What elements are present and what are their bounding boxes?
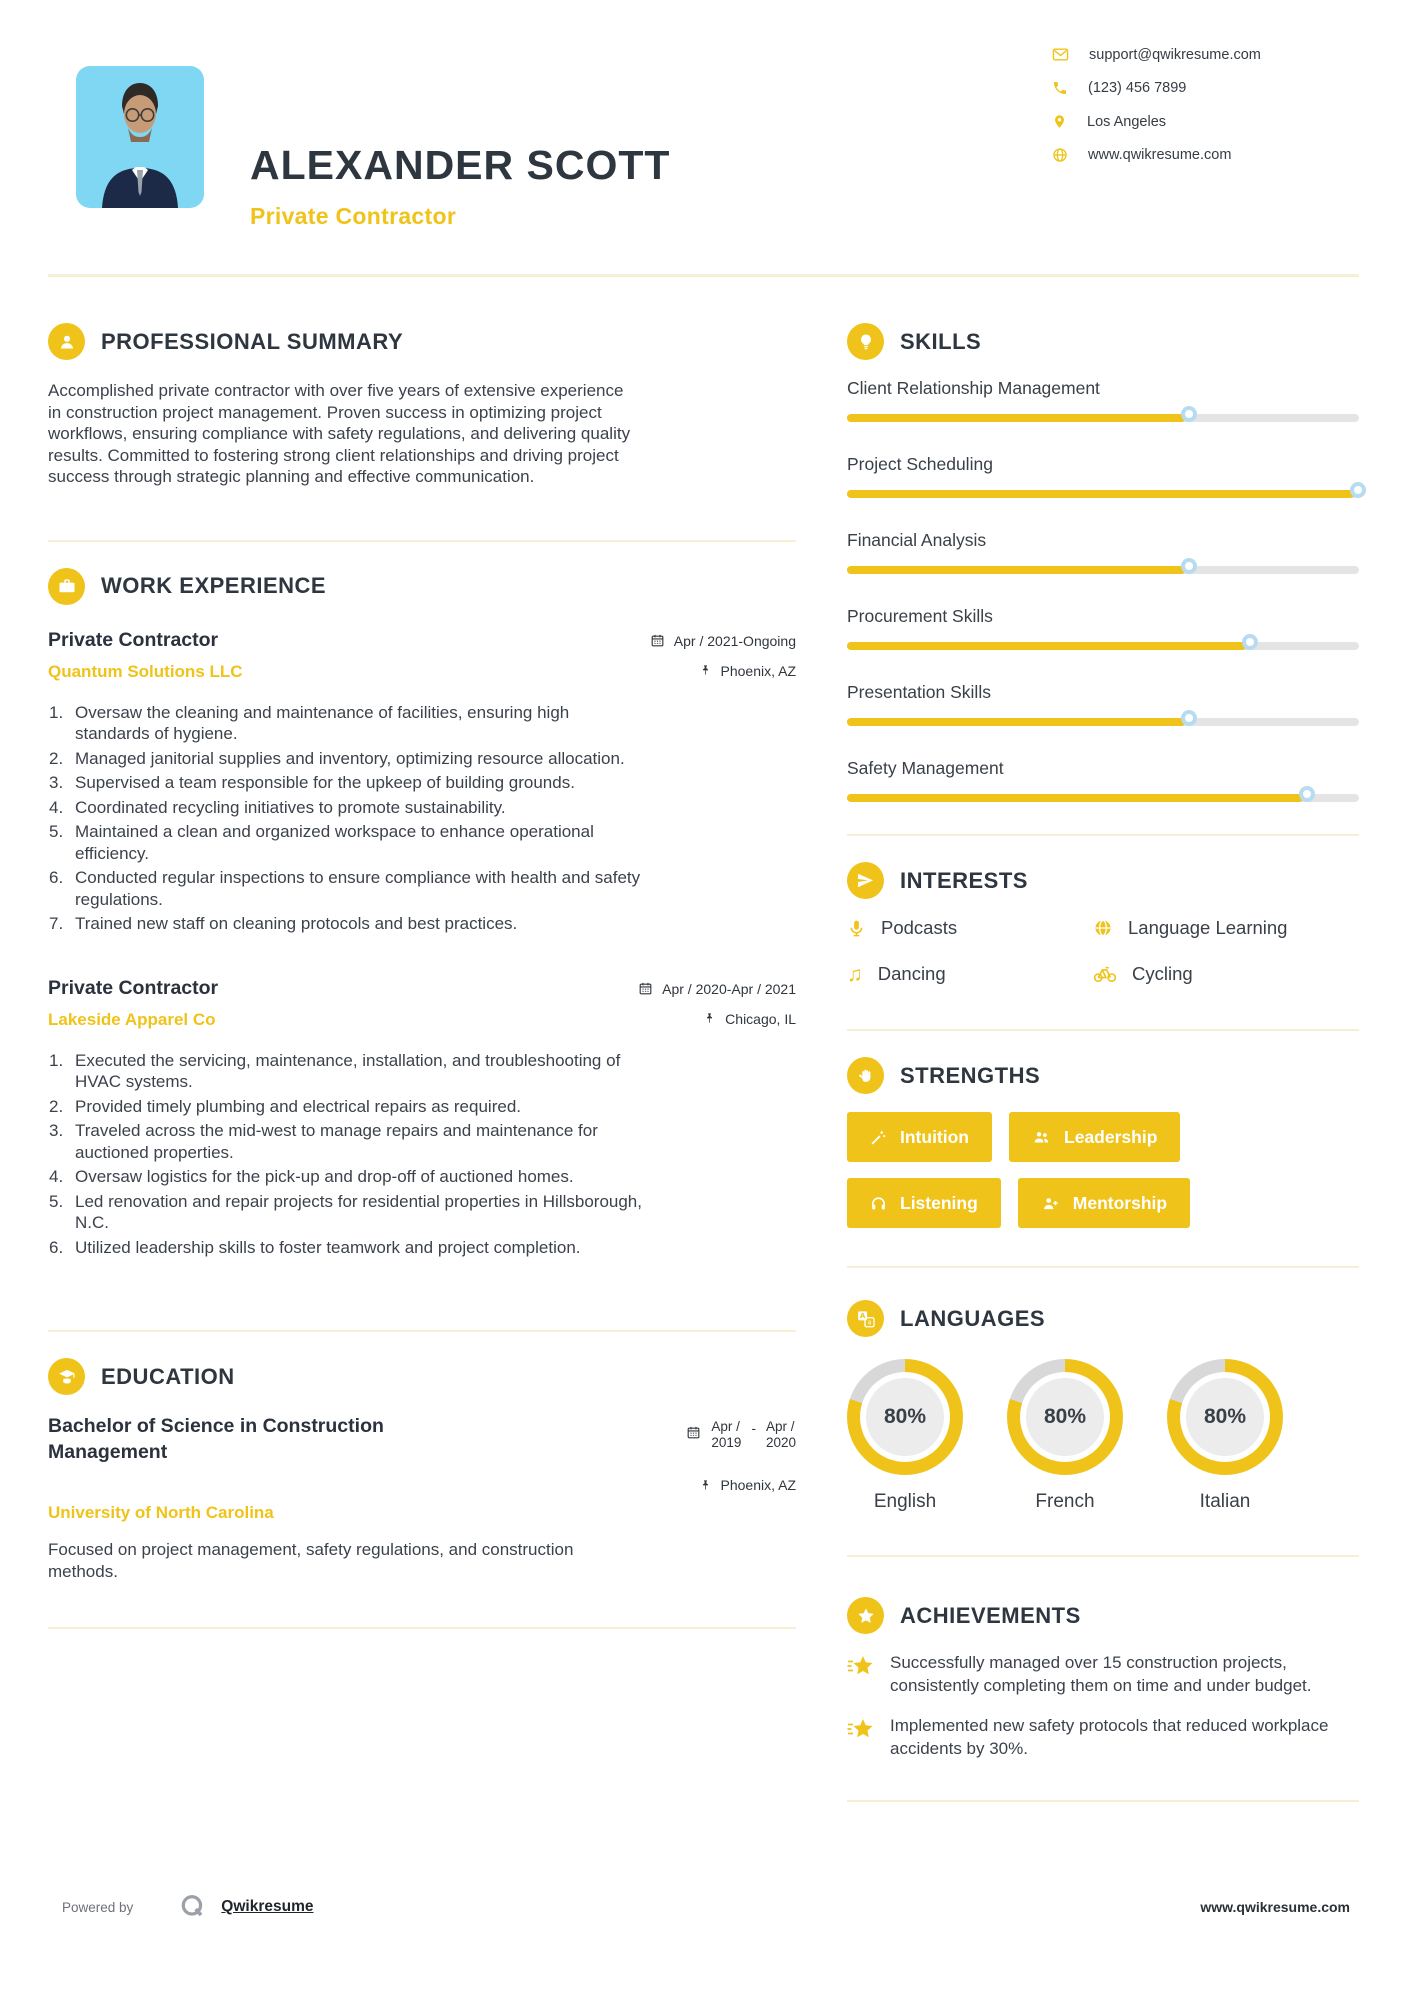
- skill-slider: [847, 794, 1359, 802]
- language-item: [1007, 1359, 1123, 1513]
- job-location: [703, 1011, 796, 1027]
- interests-list: [847, 917, 1359, 985]
- right-column: [847, 277, 1359, 1802]
- divider: [847, 1555, 1359, 1557]
- date-separator: -: [751, 1421, 756, 1436]
- email-icon: [1052, 46, 1069, 63]
- calendar-icon: [686, 1425, 701, 1440]
- achievement-text: Implemented new safety protocols that reduced workplace accidents by 30%.: [890, 1716, 1329, 1758]
- strength-label: Listening: [900, 1192, 978, 1213]
- strength-badge: [1009, 1112, 1180, 1162]
- divider: [847, 834, 1359, 836]
- job-date-text: Apr / 2021-Ongoing: [673, 632, 796, 649]
- job-entry: [48, 629, 796, 935]
- skill-name: Procurement Skills: [847, 606, 993, 626]
- education-description: Focused on project management, safety regulations, and construction methods.: [48, 1540, 574, 1581]
- education-location: [699, 1477, 797, 1493]
- strength-badge: [847, 1112, 992, 1162]
- strength-label: Mentorship: [1072, 1192, 1168, 1213]
- microphone-icon: [847, 918, 866, 939]
- skill-row: [847, 454, 1359, 498]
- divider: [847, 1800, 1359, 1802]
- languages-section-header: [847, 1300, 1359, 1337]
- qwikresume-link[interactable]: Qwikresume: [221, 1898, 314, 1915]
- skill-slider: [847, 718, 1359, 726]
- person-plus-icon: [1041, 1195, 1060, 1212]
- degree-title: Bachelor of Science in Construction Management: [48, 1415, 384, 1463]
- strength-badge: [847, 1178, 1001, 1228]
- job-location-text: Chicago, IL: [725, 1010, 796, 1027]
- left-column: [48, 277, 796, 1802]
- fist-icon: [847, 1057, 884, 1094]
- interest-item: [1093, 917, 1359, 939]
- strengths-section-header: [847, 1057, 1359, 1094]
- education-section-header: [48, 1358, 796, 1395]
- skill-name: Project Scheduling: [847, 454, 993, 474]
- header: [48, 0, 1359, 277]
- slider-handle: [1299, 786, 1315, 802]
- experience-heading: WORK EXPERIENCE: [101, 573, 327, 598]
- job-bullets: [48, 1050, 644, 1259]
- divider: [847, 1266, 1359, 1268]
- contact-website[interactable]: [1052, 147, 1261, 163]
- skill-slider: [847, 642, 1359, 650]
- music-note-icon: ♫: [847, 962, 863, 986]
- job-date: [650, 633, 796, 649]
- skills-section-header: [847, 323, 1359, 360]
- skill-name: Financial Analysis: [847, 530, 987, 550]
- svg-text:a: a: [866, 1318, 872, 1327]
- person-icon: [48, 323, 85, 360]
- skill-slider: [847, 490, 1359, 498]
- contact-email[interactable]: [1052, 46, 1261, 63]
- calendar-icon: [650, 633, 665, 648]
- candidate-title: Private Contractor: [250, 203, 457, 229]
- job-bullet: Traveled across the mid-west to manage repairs and maintenance for auctioned properties.: [75, 1121, 598, 1162]
- achievement-item: [847, 1652, 1359, 1697]
- slider-handle: [1181, 406, 1197, 422]
- job-date: [638, 981, 796, 997]
- job-bullet: Oversaw logistics for the pick-up and drop-off of auctioned homes.: [75, 1167, 574, 1186]
- job-bullet: Maintained a clean and organized workspace to enhance operational efficiency.: [75, 822, 594, 863]
- job-company: Lakeside Apparel Co: [48, 1009, 216, 1029]
- job-bullet: Conducted regular inspections to ensure compliance with health and safety regulations.: [75, 868, 641, 909]
- briefcase-icon: [48, 568, 85, 605]
- language-item: [847, 1359, 963, 1513]
- contact-list: [1052, 46, 1261, 163]
- pin-icon: [699, 663, 712, 678]
- divider: [48, 1627, 796, 1629]
- identity: [250, 142, 670, 230]
- phone-icon: [1052, 80, 1068, 96]
- person-portrait: [76, 66, 204, 208]
- language-percent: 80%: [866, 1378, 944, 1456]
- summary-text: Accomplished private contractor with over five years of extensive experience in construction project management. Proven success in optimizing project workflows, ensuring compliance with safety regulations, and delivering quality results. Committed to fostering strong client relationships and driving project success through strategic planning and effective communication.: [48, 381, 631, 486]
- candidate-name: ALEXANDER SCOTT: [250, 142, 671, 188]
- slider-handle: [1242, 634, 1258, 650]
- education-dates: [686, 1419, 796, 1451]
- language-name: Italian: [1199, 1491, 1251, 1512]
- job-bullet: Led renovation and repair projects for residential properties in Hillsborough, N.C.: [75, 1191, 642, 1232]
- interest-label: Language Learning: [1128, 917, 1288, 938]
- qwikresume-logo-icon: [179, 1893, 207, 1921]
- contact-location: [1052, 113, 1261, 130]
- slider-handle: [1181, 710, 1197, 726]
- contact-phone-text: (123) 456 7899: [1088, 80, 1187, 96]
- skill-row: [847, 530, 1359, 574]
- shooting-star-icon: [847, 1717, 875, 1743]
- interests-section-header: [847, 862, 1359, 899]
- pin-icon: [699, 1478, 712, 1493]
- headphones-icon: [870, 1195, 887, 1212]
- contact-location-text: Los Angeles: [1087, 113, 1167, 130]
- achievement-text: Successfully managed over 15 construction projects, consistently completing them on time and under budget.: [890, 1653, 1312, 1695]
- powered-by-text: Powered by: [62, 1899, 134, 1915]
- language-name: English: [873, 1491, 937, 1512]
- interest-label: Cycling: [1132, 963, 1193, 984]
- pin-icon: [703, 1011, 716, 1026]
- strengths-list: [847, 1112, 1267, 1228]
- language-percent: 80%: [1186, 1378, 1264, 1456]
- job-bullet: Supervised a team responsible for the upkeep of building grounds.: [75, 773, 575, 792]
- job-entry: [48, 977, 796, 1259]
- interests-heading: INTERESTS: [900, 867, 1028, 893]
- job-bullet: Managed janitorial supplies and inventory, optimizing resource allocation.: [75, 748, 625, 768]
- education-date-end-bottom: 2020: [765, 1435, 796, 1450]
- skill-row: [847, 378, 1359, 422]
- strengths-heading: STRENGTHS: [900, 1062, 1041, 1088]
- job-date-text: Apr / 2020-Apr / 2021: [662, 980, 796, 997]
- interest-item: [847, 963, 1093, 985]
- magic-wand-icon: [870, 1129, 887, 1146]
- paper-plane-icon: [847, 862, 884, 899]
- experience-section-header: [48, 568, 796, 605]
- contact-phone[interactable]: [1052, 80, 1261, 96]
- job-location-text: Phoenix, AZ: [720, 662, 796, 679]
- interest-label: Podcasts: [881, 917, 958, 938]
- skills-heading: SKILLS: [900, 328, 982, 354]
- language-name: French: [1035, 1491, 1095, 1512]
- footer: [62, 1893, 1350, 1921]
- achievements-section-header: [847, 1597, 1359, 1634]
- job-bullets: [48, 702, 644, 935]
- job-bullet: Coordinated recycling initiatives to promote sustainability.: [75, 797, 506, 817]
- skill-name: Safety Management: [847, 758, 1004, 778]
- bicycle-icon: [1093, 965, 1117, 983]
- location-icon: [1052, 113, 1067, 130]
- job-location: [699, 663, 797, 679]
- slider-handle: [1181, 558, 1197, 574]
- language-progress-ring: [1167, 1359, 1283, 1475]
- people-icon: [1032, 1129, 1051, 1146]
- profile-photo: [76, 66, 204, 208]
- skill-row: [847, 682, 1359, 726]
- achievement-item: [847, 1715, 1359, 1760]
- skill-row: [847, 606, 1359, 650]
- school-name: University of North Carolina: [48, 1503, 274, 1522]
- graduation-icon: [48, 1358, 85, 1395]
- job-bullet: Trained new staff on cleaning protocols and best practices.: [75, 914, 518, 933]
- strength-label: Intuition: [900, 1126, 970, 1147]
- divider: [847, 1029, 1359, 1031]
- language-percent: 80%: [1026, 1378, 1104, 1456]
- job-bullet: Utilized leadership skills to foster teamwork and project completion.: [75, 1237, 581, 1257]
- summary-heading: PROFESSIONAL SUMMARY: [101, 328, 404, 354]
- languages-list: [847, 1359, 1359, 1513]
- education-date-end-top: Apr /: [765, 1419, 795, 1434]
- job-bullet: Oversaw the cleaning and maintenance of facilities, ensuring high standards of hygiene.: [75, 702, 570, 743]
- job-title: Private Contractor: [48, 976, 219, 999]
- job-bullet: Executed the servicing, maintenance, installation, and troubleshooting of HVAC systems.: [75, 1050, 621, 1091]
- language-item: [1167, 1359, 1283, 1513]
- calendar-icon: [638, 981, 653, 996]
- education-heading: EDUCATION: [101, 1363, 235, 1389]
- shooting-star-icon: [847, 1654, 875, 1680]
- education-location-text: Phoenix, AZ: [720, 1477, 796, 1493]
- skill-name: Presentation Skills: [847, 682, 991, 702]
- skill-slider: [847, 566, 1359, 574]
- strength-label: Leadership: [1064, 1126, 1158, 1147]
- svg-text:A: A: [859, 1310, 865, 1320]
- star-icon: [847, 1597, 884, 1634]
- globe-icon: [1052, 147, 1068, 163]
- slider-handle: [1350, 482, 1366, 498]
- contact-website-text: www.qwikresume.com: [1088, 147, 1232, 163]
- interest-label: Dancing: [877, 963, 946, 984]
- job-company: Quantum Solutions LLC: [48, 661, 243, 681]
- summary-section-header: [48, 323, 796, 360]
- education-date-start-bottom: 2019: [711, 1435, 742, 1450]
- achievements-heading: ACHIEVEMENTS: [900, 1602, 1081, 1628]
- skill-slider: [847, 414, 1359, 422]
- contact-email-text: support@qwikresume.com: [1089, 46, 1261, 63]
- interest-item: [847, 917, 1093, 939]
- language-progress-ring: [847, 1359, 963, 1475]
- lightbulb-icon: [847, 323, 884, 360]
- language-progress-ring: [1007, 1359, 1123, 1475]
- divider: [48, 1330, 796, 1332]
- skill-name: Client Relationship Management: [847, 378, 1100, 398]
- footer-website: www.qwikresume.com: [1200, 1899, 1350, 1915]
- job-bullet: Provided timely plumbing and electrical repairs as required.: [75, 1096, 521, 1116]
- strength-badge: [1018, 1178, 1190, 1228]
- translate-icon: [847, 1300, 884, 1337]
- job-title: Private Contractor: [48, 628, 219, 651]
- languages-heading: LANGUAGES: [900, 1305, 1046, 1331]
- divider: [48, 540, 796, 542]
- skill-row: [847, 758, 1359, 802]
- interest-item: [1093, 963, 1359, 985]
- globe-icon: [1093, 918, 1113, 938]
- education-date-start-top: Apr /: [711, 1419, 740, 1434]
